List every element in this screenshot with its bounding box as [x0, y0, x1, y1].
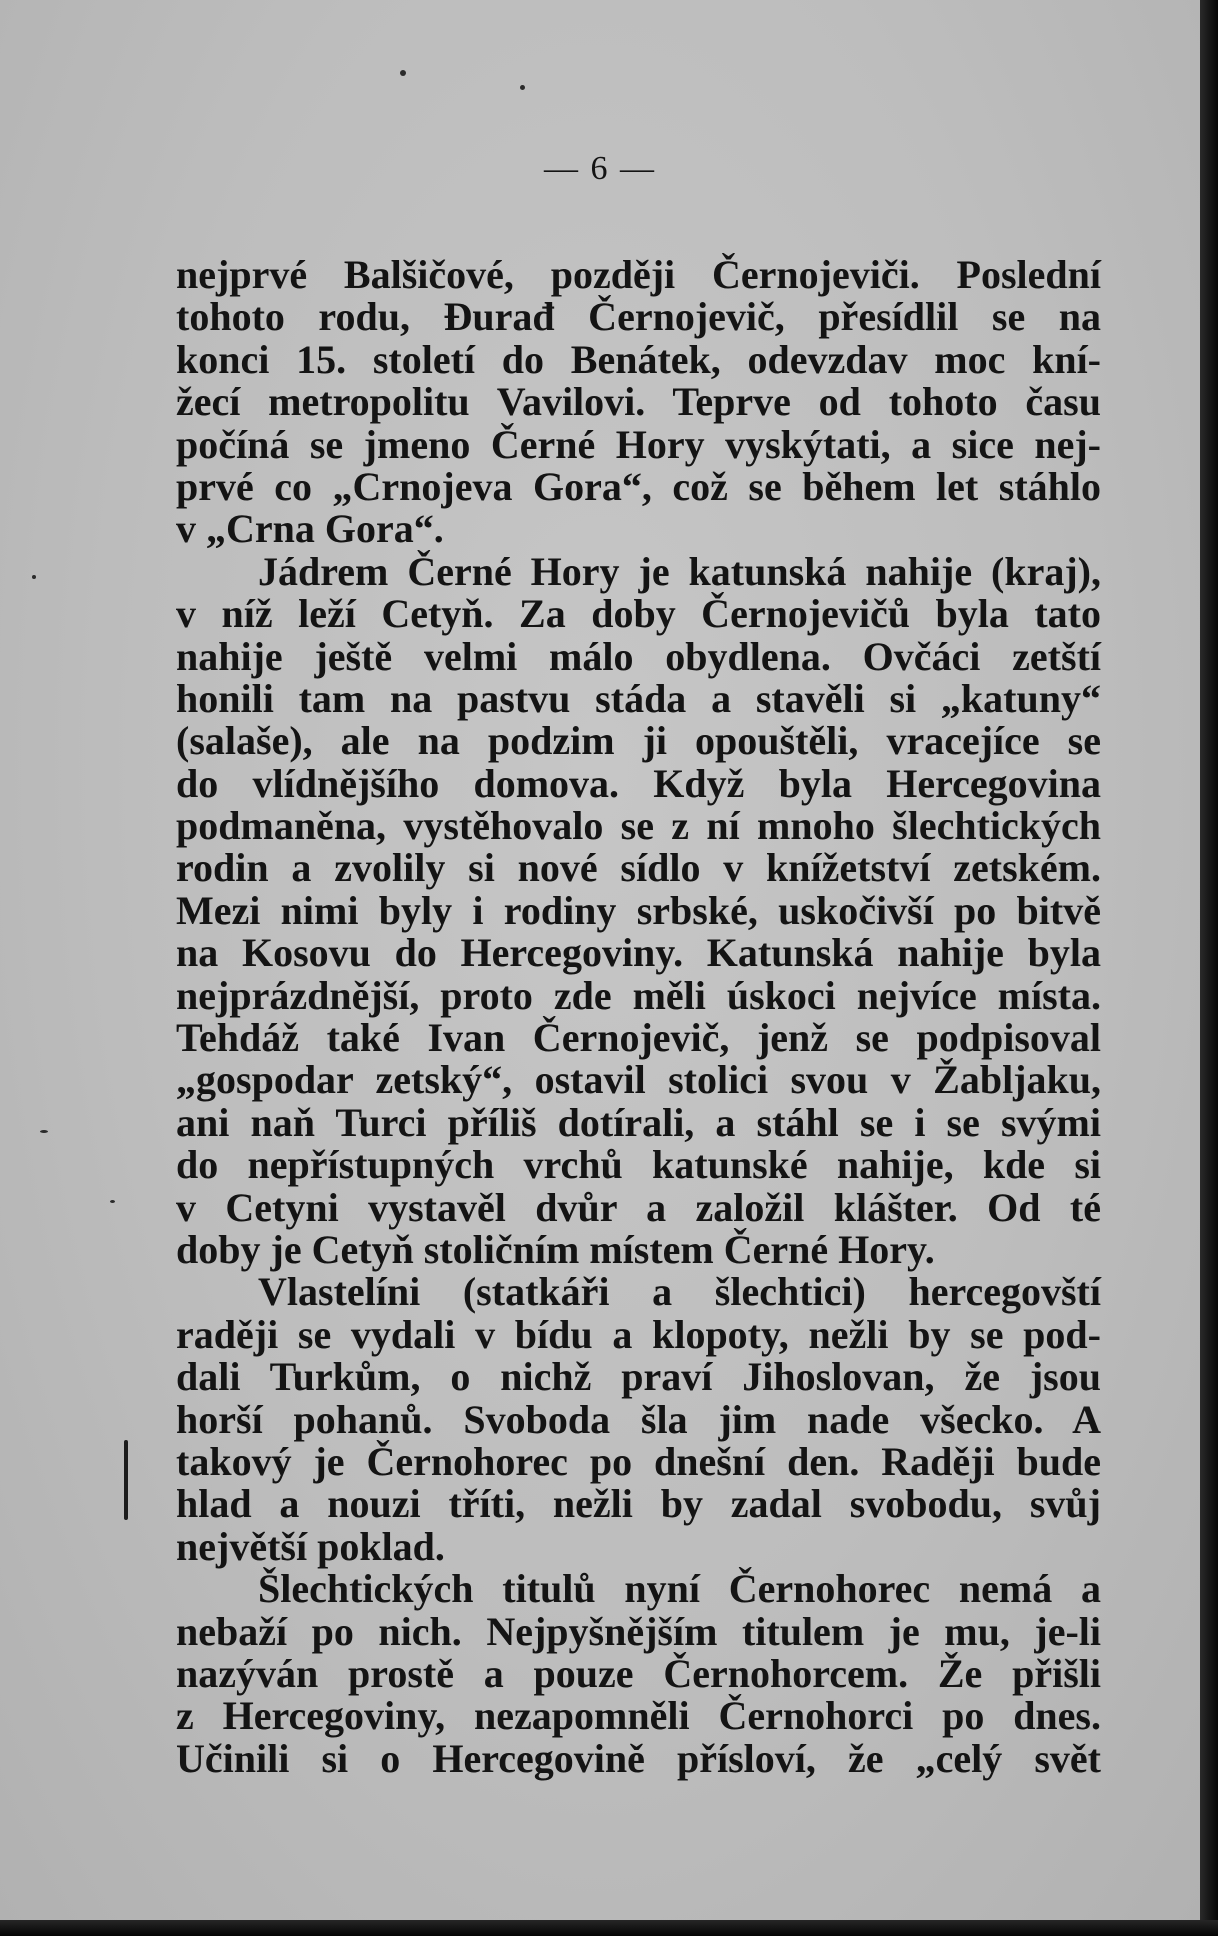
text-line: konci 15. století do Benátek, odevzdav moc kní- [176, 336, 1101, 382]
text-line: na Kosovu do Hercegoviny. Katunská nahije byla [176, 930, 1101, 976]
text-line: honili tam na pastvu stáda a stavěli si „katuny“ [176, 675, 1101, 721]
paper-speck [40, 1130, 48, 1133]
text-line: nahije ještě velmi málo obydlena. Ovčáci zetští [176, 633, 1101, 679]
text-line: nejprázdnější, proto zde měli úskoci nejvíce místa. [176, 972, 1101, 1018]
paper-speck [400, 70, 406, 76]
text-line: nazýván prostě a pouze Černohorcem. Že přišli [176, 1650, 1101, 1696]
paper-speck [520, 85, 525, 90]
text-line: Tehdáž také Ivan Černojevič, jenž se podpisoval [176, 1015, 1101, 1061]
text-line: Mezi nimi byly i rodiny srbské, uskočivší po bitvě [176, 887, 1101, 933]
page-number: — 6 — [544, 150, 656, 187]
body-text [176, 254, 1101, 1780]
text-line: (salaše), ale na podzim ji opouštěli, vracejíce se [176, 718, 1101, 764]
text-line: horší pohanů. Svoboda šla jim nade všecko. A [176, 1396, 1101, 1442]
paper-speck [110, 1200, 115, 1203]
text-line: hlad a nouzi tříti, nežli by zadal svobodu, svůj [176, 1481, 1101, 1527]
text-line: v Cetyni vystavěl dvůr a založil klášter. Od té [176, 1184, 1101, 1230]
text-line: rodin a zvolily si nové sídlo v knížetství zetském. [176, 845, 1101, 891]
text-line: podmaněna, vystěhovalo se z ní mnoho šlechtických [176, 803, 1101, 849]
text-line: dali Turkům, o nichž praví Jihoslovan, že jsou [176, 1354, 1101, 1400]
text-line: raději se vydali v bídu a klopoty, nežli by se pod- [176, 1311, 1101, 1357]
text-line: v níž leží Cetyň. Za doby Černojevičů byla tato [176, 591, 1101, 637]
text-line: tohoto rodu, Đurađ Černojevič, přesídlil se na [176, 294, 1101, 340]
text-line: v „Crna Gora“. [176, 506, 444, 552]
text-line: doby je Cetyň stoličním místem Černé Hory. [176, 1226, 935, 1272]
text-line: nejprvé Balšičové, později Černojeviči. Poslední [176, 252, 1101, 297]
text-line: Učinili si o Hercegovině přísloví, že „celý svět [176, 1735, 1101, 1781]
text-line: žecí metropolitu Vavilovi. Teprve od tohoto času [176, 379, 1101, 425]
text-line: do nepřístupných vrchů katunské nahije, kde si [176, 1142, 1101, 1188]
text-line: prvé co „Crnojeva Gora“, což se během let stáhlo [176, 463, 1101, 509]
text-line: takový je Černohorec po dnešní den. Raději bude [176, 1438, 1101, 1484]
text-line: Šlechtických titulů nyní Černohorec nemá a [258, 1566, 1101, 1612]
text-line: Vlastelíni (statkáři a šlechtici) hercegovští [258, 1269, 1101, 1315]
text-line: nebaží po nich. Nejpyšnějším titulem je mu, je-li [176, 1608, 1101, 1654]
text-line: počíná se jmeno Černé Hory vyskýtati, a sice nej- [176, 421, 1101, 467]
text-line: do vlídnějšího domova. Když byla Hercegovina [176, 760, 1101, 806]
text-line: ani naň Turci příliš dotírali, a stáhl se i se svými [176, 1099, 1101, 1145]
text-line: Jádrem Černé Hory je katunská nahije (kraj), [258, 548, 1101, 594]
margin-mark [124, 1440, 128, 1520]
scan-edge-right [1200, 0, 1218, 1936]
paper-speck [32, 575, 36, 579]
text-line: „gospodar zetský“, ostavil stolici svou v Žabljaku, [176, 1057, 1101, 1103]
scan-edge-bottom [0, 1920, 1218, 1936]
text-line: největší poklad. [176, 1523, 445, 1569]
text-line: z Hercegoviny, nezapomněli Černohorci po dnes. [176, 1693, 1101, 1739]
